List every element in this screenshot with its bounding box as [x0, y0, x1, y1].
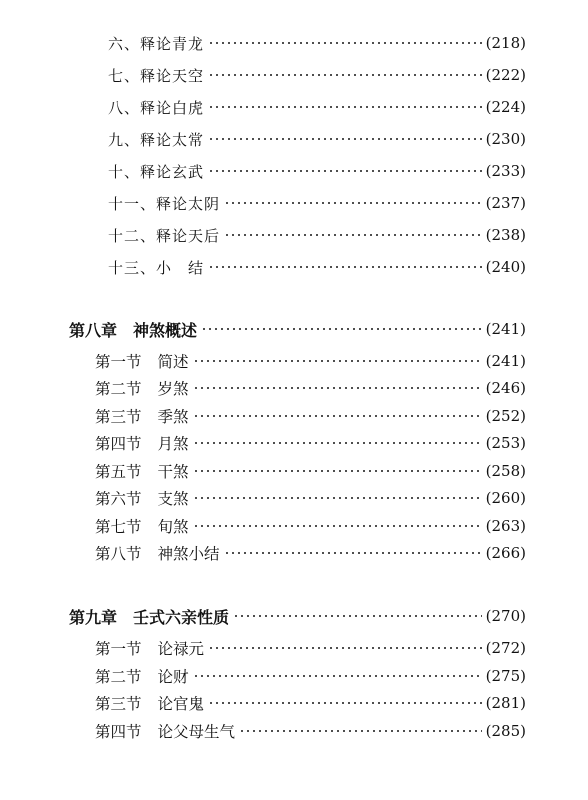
toc-entry[interactable] — [108, 127, 526, 151]
section-title: 论财 — [157, 668, 189, 686]
section-title: 旬煞 — [157, 518, 189, 536]
section-number: 第一节 — [95, 353, 142, 371]
dot-leader — [224, 552, 482, 554]
section-number: 第三节 — [95, 408, 142, 426]
dot-leader — [224, 202, 482, 204]
section-title: 论禄元 — [157, 640, 205, 658]
section-number: 第二节 — [95, 380, 142, 398]
dot-leader — [208, 647, 482, 649]
section-entry[interactable] — [95, 719, 526, 743]
section-number: 第四节 — [95, 435, 142, 453]
page-number: (258) — [485, 462, 526, 480]
section-entry[interactable] — [95, 486, 526, 510]
dot-leader — [201, 328, 482, 330]
dot-leader — [208, 106, 482, 108]
section-title: 论官鬼 — [157, 695, 205, 713]
chapter-number: 第九章 — [69, 607, 118, 627]
section-number: 第五节 — [95, 463, 142, 481]
chapter-number: 第八章 — [69, 320, 118, 340]
section-number: 第八节 — [95, 545, 142, 563]
dot-leader — [239, 730, 482, 732]
dot-leader — [224, 234, 482, 236]
section-entry[interactable] — [95, 459, 526, 483]
page-number: (285) — [485, 722, 526, 740]
page-number: (233) — [485, 162, 526, 180]
section-title: 岁煞 — [157, 380, 189, 398]
chapter-title: 神煞概述 — [133, 320, 198, 340]
dot-leader — [193, 360, 482, 362]
section-number: 第一节 — [95, 640, 142, 658]
page-number: (246) — [485, 379, 526, 397]
page-number: (222) — [485, 66, 526, 84]
page-number: (270) — [485, 607, 526, 625]
dot-leader — [208, 702, 482, 704]
page-number: (241) — [485, 320, 526, 338]
dot-leader — [208, 170, 482, 172]
page-number: (275) — [485, 667, 526, 685]
dot-leader — [208, 266, 482, 268]
section-number: 第七节 — [95, 518, 142, 536]
dot-leader — [193, 497, 482, 499]
page-number: (263) — [485, 517, 526, 535]
chapter-title: 壬式六亲性质 — [133, 607, 230, 627]
section-entry[interactable] — [95, 404, 526, 428]
entry-label: 九、释论太常 — [108, 130, 205, 149]
section-entry[interactable] — [95, 349, 526, 373]
toc-entry[interactable] — [108, 191, 526, 215]
page-number: (218) — [485, 34, 526, 52]
entry-label: 八、释论白虎 — [108, 98, 205, 117]
section-number: 第六节 — [95, 490, 142, 508]
page-number: (281) — [485, 694, 526, 712]
page-number: (260) — [485, 489, 526, 507]
dot-leader — [193, 525, 482, 527]
page-number: (272) — [485, 639, 526, 657]
page-number: (252) — [485, 407, 526, 425]
toc-entry[interactable] — [108, 63, 526, 87]
dot-leader — [208, 74, 482, 76]
dot-leader — [193, 442, 482, 444]
page-number: (238) — [485, 226, 526, 244]
toc-entry[interactable] — [108, 159, 526, 183]
entry-label: 六、释论青龙 — [108, 34, 205, 53]
section-number: 第三节 — [95, 695, 142, 713]
page-number: (266) — [485, 544, 526, 562]
entry-label: 七、释论天空 — [108, 66, 205, 85]
section-entry[interactable] — [95, 636, 526, 660]
page-number: (253) — [485, 434, 526, 452]
page-number: (224) — [485, 98, 526, 116]
toc-entry[interactable] — [108, 223, 526, 247]
chapter-heading[interactable] — [69, 317, 526, 341]
toc-entry[interactable] — [108, 31, 526, 55]
page-number: (230) — [485, 130, 526, 148]
section-title: 季煞 — [157, 408, 189, 426]
toc-entry[interactable] — [108, 95, 526, 119]
page-number: (240) — [485, 258, 526, 276]
section-title: 支煞 — [157, 490, 189, 508]
page-number: (241) — [485, 352, 526, 370]
dot-leader — [208, 138, 482, 140]
toc-entry[interactable] — [108, 255, 526, 279]
section-title: 神煞小结 — [157, 545, 220, 563]
section-entry[interactable] — [95, 664, 526, 688]
section-entry[interactable] — [95, 541, 526, 565]
section-entry[interactable] — [95, 691, 526, 715]
entry-label: 十一、释论太阴 — [108, 194, 221, 213]
section-title: 论父母生气 — [157, 723, 236, 741]
section-entry[interactable] — [95, 514, 526, 538]
entry-label: 十三、小 结 — [108, 258, 205, 277]
section-title: 简述 — [157, 353, 189, 371]
dot-leader — [193, 387, 482, 389]
dot-leader — [208, 42, 482, 44]
section-number: 第二节 — [95, 668, 142, 686]
section-entry[interactable] — [95, 431, 526, 455]
entry-label: 十、释论玄武 — [108, 162, 205, 181]
section-entry[interactable] — [95, 376, 526, 400]
entry-label: 十二、释论天后 — [108, 226, 221, 245]
dot-leader — [193, 675, 482, 677]
page-number: (237) — [485, 194, 526, 212]
dot-leader — [233, 615, 482, 617]
section-title: 月煞 — [157, 435, 189, 453]
dot-leader — [193, 470, 482, 472]
chapter-heading[interactable] — [69, 604, 526, 628]
section-number: 第四节 — [95, 723, 142, 741]
section-title: 干煞 — [157, 463, 189, 481]
dot-leader — [193, 415, 482, 417]
